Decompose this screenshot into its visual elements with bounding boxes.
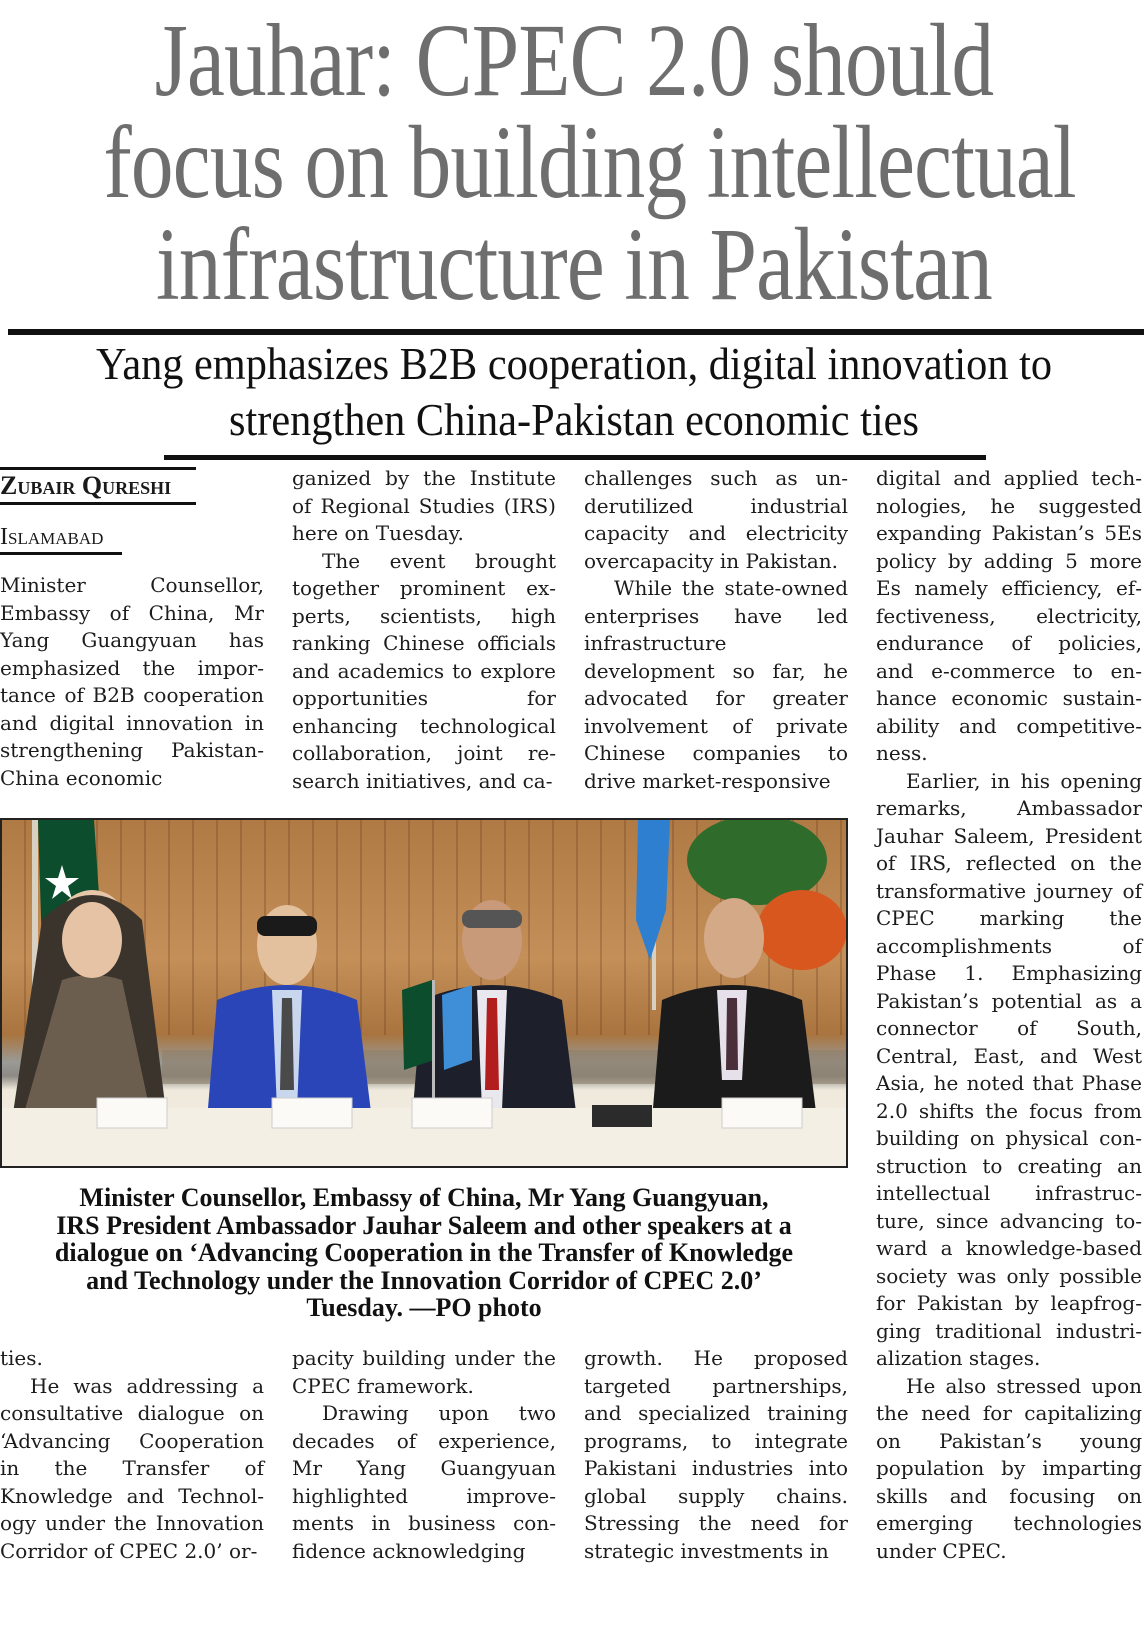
photo-scene-icon: [2, 820, 848, 1168]
headline-line: focus on building intellectual: [103, 105, 1076, 220]
paragraph: Minister Counsellor, Embassy of China, Mr Yang Guangyuan has emphasized the importance of B2B cooperation and digital innovation in strengthening Pakistan-China economic: [0, 573, 264, 790]
paragraph: Drawing upon two decades of experience, Mr Yang Guangyuan highlighted improvements in business confidence acknowledging: [292, 1401, 556, 1563]
subheadline-line: Yang emphasizes B2B cooperation, digital innovation to: [95, 338, 1052, 389]
main-headline: [103, 3, 1076, 322]
author-byline: Zubair Qureshi: [0, 467, 196, 505]
article-column-1-bottom: [0, 1345, 264, 1565]
paragraph: ganized by the Institute of Regional Studies (IRS) here on Tuesday.: [292, 466, 556, 545]
caption-line: Minister Counsellor, Embassy of China, Mr Yang Guangyuan,: [79, 1183, 769, 1212]
caption-line: IRS President Ambassador Jauhar Saleem and other speakers at a: [56, 1210, 792, 1240]
headline-divider: [8, 329, 1144, 335]
article-column-1-top: [0, 572, 264, 792]
subheadline-underline: [164, 455, 986, 460]
paragraph: He was addressing a consultative dialogue on ‘Advancing Cooperation in the Transfer of Knowledge and Technology under the Innovation Corridor of CPEC 2.0’ or-: [0, 1373, 264, 1563]
article-column-3-bottom: [584, 1345, 848, 1565]
subheadline-line: strengthen China-Pakistan economic ties: [229, 394, 919, 445]
paragraph: challenges such as underutilized industrial capacity and electricity overcapacity in Pakistan.: [584, 466, 848, 573]
caption-line: and Technology under the Innovation Corridor of CPEC 2.0’: [86, 1265, 762, 1295]
photo-caption: [0, 1184, 848, 1322]
article-column-4: [876, 465, 1142, 1565]
paragraph: While the state-owned enterprises have led infrastructure development so far, he advocated for greater involvement of private Chinese companies to drive market-responsive: [584, 576, 848, 793]
news-photo: [0, 818, 848, 1168]
paragraph: ties.: [0, 1346, 43, 1370]
caption-line: Tuesday. —PO photo: [306, 1293, 542, 1322]
paragraph: growth. He proposed targeted partnerships, and specialized training programs, to integrate Pakistani industries into global supply chains. Stressing the need for strategic investments in: [584, 1346, 848, 1563]
paragraph: The event brought together prominent experts, scientists, high ranking Chinese officials and academics to explore opportunities for enhancing technological collaboration, joint research initiatives, and ca-: [292, 548, 556, 793]
article-column-2-top: [292, 465, 556, 795]
paragraph: digital and applied technologies, he suggested expanding Pakistan’s 5Es policy by adding 5 more Es namely efficiency, effectiveness, electricity, endurance of policies, and e-commerce to enhance economic sustainability and competitiveness.: [876, 466, 1142, 765]
caption-line: dialogue on ‘Advancing Cooperation in the Transfer of Knowledge: [54, 1238, 794, 1267]
paragraph: pacity building under the CPEC framework.: [292, 1346, 556, 1398]
subheadline: [0, 336, 1148, 448]
article-column-2-bottom: [292, 1345, 556, 1565]
headline-line: Jauhar: CPEC 2.0 should: [154, 3, 994, 118]
paragraph: Earlier, in his opening remarks, Ambassador Jauhar Saleem, President of IRS, reflected on the transformative journey of CPEC marking the accomplishments of Phase 1. Emphasizing Pakistan’s potential as a connector of South, Central, East, and West Asia, he noted that Phase 2.0 shifts the focus from building on physical construction to creating an intellectual infrastructure, since advancing toward a knowledge-based society was only possible for Pakistan by leapfrogging traditional industrialization stages.: [876, 768, 1142, 1370]
dateline: Islamabad: [0, 522, 122, 555]
article-column-3-top: [584, 465, 848, 795]
headline-line: infrastructure in Pakistan: [156, 207, 992, 322]
paragraph: He also stressed upon the need for capitalizing on Pakistan’s young population by imparting skills and focusing on emerging technologies under CPEC.: [876, 1373, 1142, 1563]
